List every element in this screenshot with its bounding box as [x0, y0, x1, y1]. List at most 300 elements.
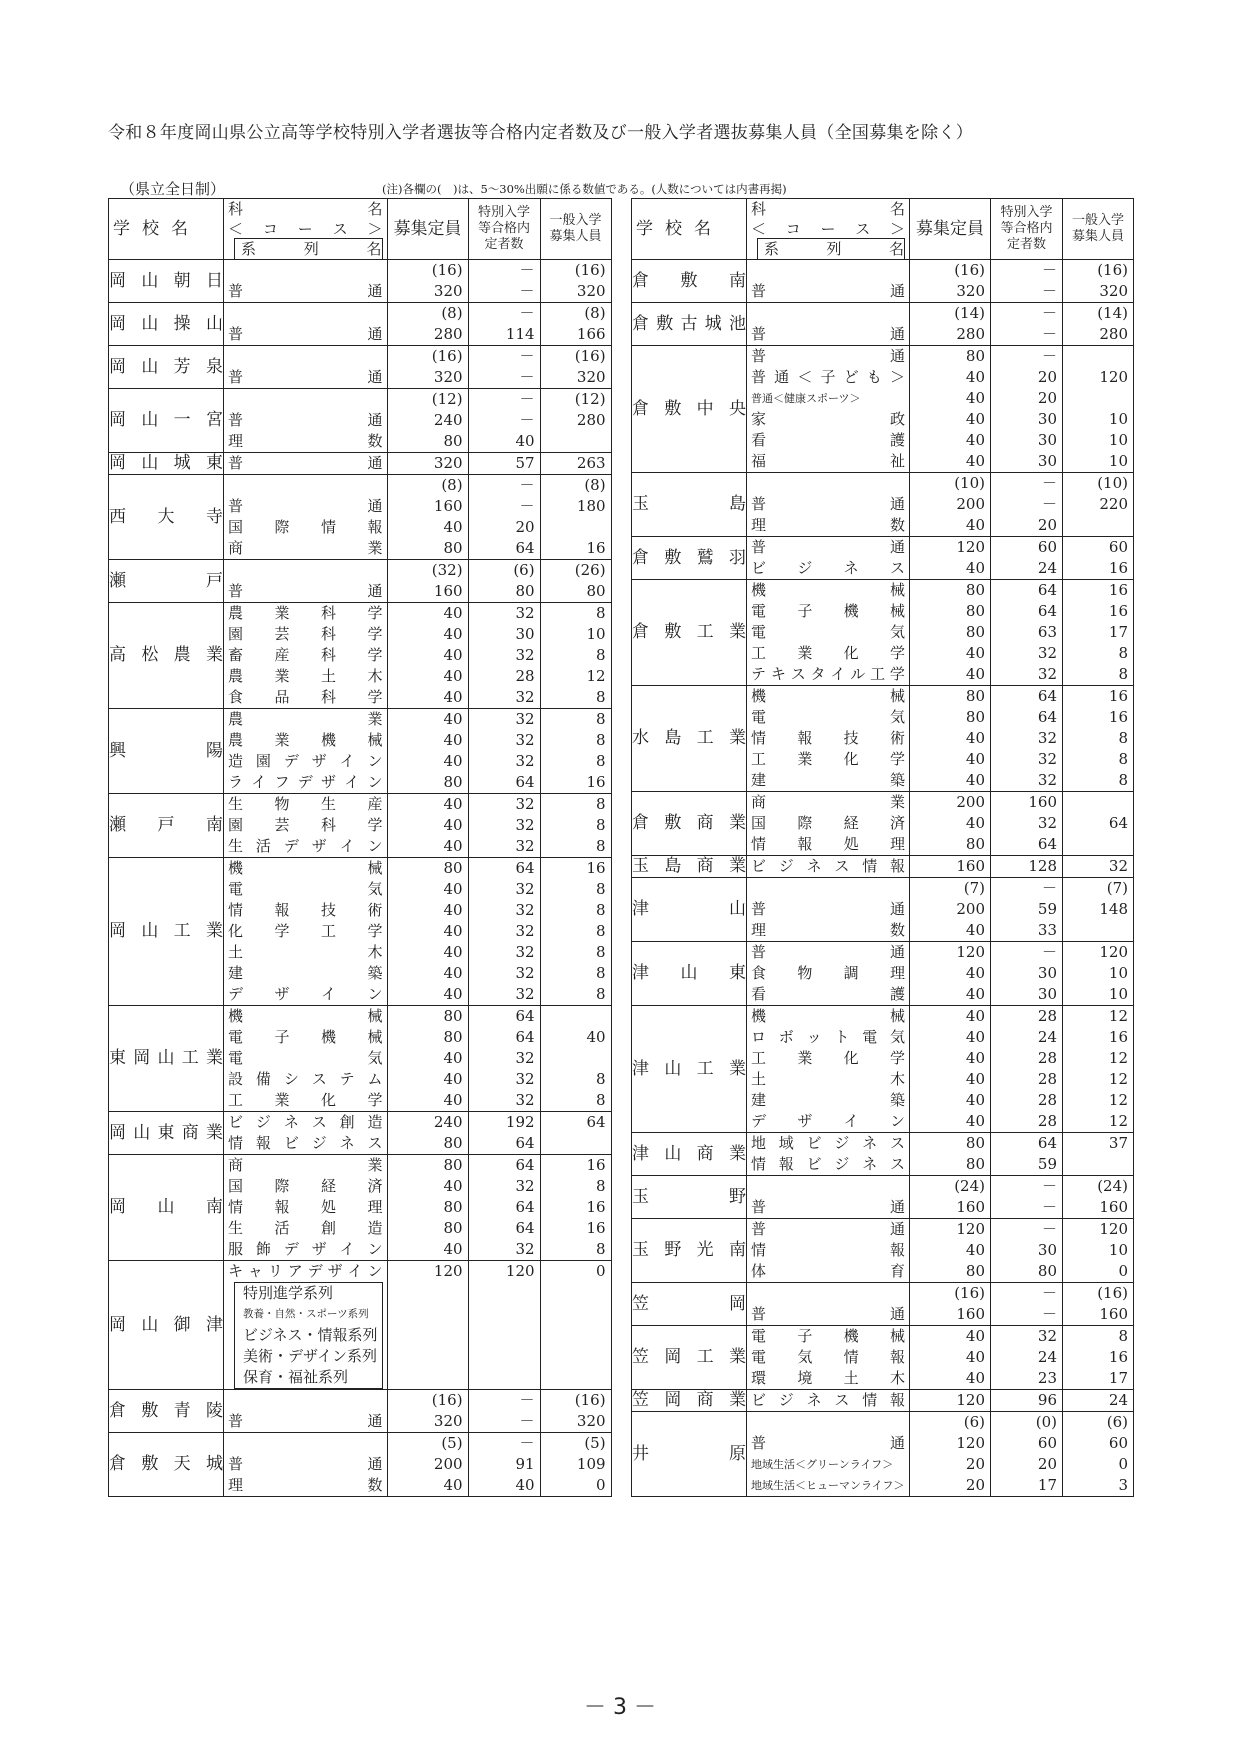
course-char: 通: [889, 282, 905, 300]
tokubetsu-value: 20: [1037, 516, 1057, 534]
course-char: ト: [834, 1028, 850, 1046]
course-char: 木: [889, 1369, 905, 1387]
general-value: 8: [1118, 729, 1128, 747]
course-char: 情: [843, 1348, 859, 1366]
course-char: 済: [367, 1177, 383, 1195]
course-char: 通: [889, 1220, 905, 1238]
course-char: 気: [889, 623, 905, 641]
header-char: 名: [366, 240, 382, 258]
tokubetsu-value: －: [1041, 1177, 1057, 1195]
course-label: [747, 1326, 909, 1347]
capacity-cell: [387, 346, 468, 389]
tokubetsu-value: －: [1041, 1284, 1057, 1302]
general-value: 8: [596, 604, 606, 622]
tokubetsu-value: 32: [515, 1070, 535, 1088]
general-value: (16): [574, 1391, 606, 1409]
school-row: [632, 1390, 1134, 1412]
course-char: 生: [321, 795, 337, 813]
course-cell: [224, 1433, 388, 1497]
tokubetsu-value: 30: [1037, 452, 1057, 470]
header-tokubetsu: [991, 199, 1063, 260]
course-char: ＜: [797, 368, 813, 386]
capacity-cell: [910, 1412, 991, 1497]
tokubetsu-value: 64: [1037, 687, 1057, 705]
course-cell: [747, 1133, 910, 1176]
footnote: (注)各欄の( )は、5～30%出願に係る数値である。(人数については内書再掲): [382, 182, 787, 196]
tokubetsu-value: 64: [515, 1007, 535, 1025]
course-cell: [224, 1390, 388, 1433]
school-name: 岡山朝日: [109, 260, 224, 303]
course-cell: [224, 560, 388, 603]
course-char: 報: [889, 1241, 905, 1259]
capacity-value: 80: [965, 1262, 985, 1280]
capacity-value: (16): [431, 347, 463, 365]
course-char: 普: [228, 368, 244, 386]
tokubetsu-value: －: [1041, 261, 1057, 279]
general-value: (6): [1106, 1413, 1128, 1431]
course-char: 普: [228, 497, 244, 515]
course-char: ム: [367, 1070, 383, 1088]
course-char: 情: [751, 1241, 767, 1259]
tokubetsu-cell: [991, 856, 1063, 878]
course-char: 数: [889, 921, 905, 939]
course-char: 普: [751, 282, 767, 300]
course-cell: [224, 709, 388, 794]
general-value: (24): [1097, 1177, 1128, 1195]
general-value: 64: [1108, 814, 1128, 832]
capacity-value: 120: [956, 1434, 985, 1452]
general-value: 8: [596, 795, 606, 813]
course-char: 情: [228, 901, 244, 919]
tokubetsu-cell: [991, 260, 1063, 303]
tokubetsu-value: 28: [515, 667, 535, 685]
school-name: 東岡山工業: [109, 1006, 224, 1112]
course-label: 地域生活＜ヒューマンライフ＞: [751, 1479, 905, 1492]
tokubetsu-value: －: [1041, 879, 1057, 897]
general-value: (5): [584, 1434, 606, 1452]
tokubetsu-value: 30: [515, 625, 535, 643]
tokubetsu-value: －: [519, 1412, 535, 1430]
tokubetsu-value: －: [1041, 325, 1057, 343]
general-value: [541, 517, 611, 538]
course-char: 木: [367, 943, 383, 961]
general-cell: [540, 560, 611, 603]
course-label: [747, 1069, 909, 1090]
course-char: 機: [843, 1327, 859, 1345]
capacity-value: 40: [443, 922, 463, 940]
course-label: [224, 984, 387, 1005]
keiretsu-box: [234, 1282, 383, 1389]
tokubetsu-cell: [991, 537, 1063, 580]
capacity-value: 40: [965, 1049, 985, 1067]
capacity-cell: [910, 1006, 991, 1133]
course-label: [224, 538, 387, 559]
school-name: 倉敷天城: [109, 1433, 224, 1497]
course-char: 学: [367, 922, 383, 940]
course-char: 電: [751, 1327, 767, 1345]
header-char: 系: [764, 240, 780, 258]
course-label: [747, 963, 909, 984]
tokubetsu-value: 32: [515, 901, 535, 919]
tokubetsu-value: 32: [515, 1177, 535, 1195]
course-char: 情: [862, 1391, 878, 1409]
tokubetsu-cell: [991, 1133, 1063, 1176]
tokubetsu-value: 32: [1037, 750, 1057, 768]
capacity-value: (24): [954, 1177, 985, 1195]
school-row: [632, 878, 1134, 942]
tokubetsu-value: 30: [1037, 964, 1057, 982]
course-char: イ: [321, 985, 337, 1003]
course-char: イ: [339, 837, 355, 855]
capacity-value: 160: [433, 497, 463, 515]
course-cell: [747, 686, 910, 792]
course-char: 造: [367, 1113, 383, 1131]
general-value: 120: [1099, 368, 1128, 386]
course-char: 電: [751, 602, 767, 620]
course-label: [224, 1475, 387, 1496]
course-label: [224, 431, 387, 452]
header-course-box: [224, 199, 387, 259]
keiretsu-label: 教養・自然・スポーツ系列: [243, 1308, 369, 1320]
course-char: ロ: [751, 1028, 767, 1046]
course-char: 電: [862, 1028, 878, 1046]
course-label: [747, 749, 909, 770]
course-char: 家: [751, 410, 767, 428]
course-char: 報: [797, 729, 813, 747]
header-course-mid: [751, 219, 905, 240]
capacity-cell: [910, 878, 991, 942]
general-cell: [1063, 1390, 1134, 1412]
general-value: 8: [596, 646, 606, 664]
course-char: 服: [228, 1240, 244, 1258]
course-char: ネ: [843, 559, 859, 577]
course-cell: [747, 473, 910, 537]
capacity-value: 40: [443, 837, 463, 855]
tokubetsu-value: 60: [1037, 538, 1057, 556]
course-char: 通: [367, 282, 383, 300]
course-cell: [224, 389, 388, 453]
course-cell: [747, 260, 910, 303]
course-char: ス: [790, 665, 806, 683]
tokubetsu-value: 32: [1037, 1327, 1057, 1345]
tokubetsu-value: 23: [1037, 1369, 1057, 1387]
course-char: 普: [228, 582, 244, 600]
header-char: 列: [303, 240, 319, 258]
tokubetsu-value: －: [1041, 1198, 1057, 1216]
course-char: 設: [228, 1070, 244, 1088]
tokubetsu-cell: [991, 686, 1063, 792]
school-row: [632, 537, 1134, 580]
course-label: [747, 1304, 909, 1325]
course-char: 情: [228, 1198, 244, 1216]
course-char: 機: [228, 1007, 244, 1025]
header-char: ー: [297, 220, 313, 238]
general-value: 16: [1108, 1028, 1128, 1046]
general-value: 8: [596, 964, 606, 982]
general-value: 64: [586, 1113, 606, 1131]
general-value: [1063, 515, 1133, 536]
course-label: [747, 920, 909, 941]
tokubetsu-value: 32: [1037, 814, 1057, 832]
tokubetsu-value: 32: [515, 646, 535, 664]
capacity-value: 40: [443, 625, 463, 643]
course-label: [224, 772, 387, 793]
capacity-value: 200: [956, 793, 985, 811]
course-char: 普: [228, 1412, 244, 1430]
school-name: 玉島: [632, 473, 747, 537]
course-label: [747, 1027, 909, 1048]
general-value: 280: [1099, 325, 1128, 343]
course-char: ザ: [797, 1112, 813, 1130]
general-value: 16: [1108, 559, 1128, 577]
course-label: [747, 1412, 909, 1433]
course-char: 学: [889, 644, 905, 662]
school-row: [109, 560, 612, 603]
general-value: [1063, 792, 1133, 813]
course-char: 普: [751, 347, 767, 365]
course-char: 電: [228, 1028, 244, 1046]
tokubetsu-cell: [991, 878, 1063, 942]
general-value: 8: [596, 731, 606, 749]
tokubetsu-value: 17: [1037, 1476, 1057, 1494]
course-char: 飾: [255, 1240, 271, 1258]
course-char: ザ: [327, 1262, 343, 1280]
school-name: 興陽: [109, 709, 224, 794]
course-char: 通: [889, 538, 905, 556]
school-name: 岡山東商業: [109, 1112, 224, 1155]
course-char: 通: [889, 943, 905, 961]
header-char: コ: [262, 220, 278, 238]
header-course: [224, 199, 388, 260]
capacity-value: 240: [433, 1113, 463, 1131]
course-char: 業: [274, 667, 290, 685]
course-char: 通: [889, 495, 905, 513]
course-char: 業: [367, 539, 383, 557]
course-cell: [747, 1283, 910, 1326]
course-label: [224, 879, 387, 900]
capacity-value: 240: [433, 411, 463, 429]
course-char: 生: [228, 795, 244, 813]
course-char: ス: [834, 857, 850, 875]
course-char: 気: [367, 880, 383, 898]
course-char: キ: [228, 1262, 244, 1280]
capacity-value: 40: [443, 901, 463, 919]
course-char: イ: [347, 1262, 363, 1280]
capacity-cell: [387, 794, 468, 858]
tokubetsu-value: －: [1041, 943, 1057, 961]
capacity-value: 80: [443, 432, 463, 450]
course-char: ス: [311, 1113, 327, 1131]
tokubetsu-value: 28: [1037, 1112, 1057, 1130]
general-value: 17: [1108, 623, 1128, 641]
tokubetsu-cell: [991, 1390, 1063, 1412]
general-value: (12): [574, 390, 606, 408]
header-char: ス: [332, 220, 348, 238]
course-char: 科: [321, 688, 337, 706]
course-char: 業: [797, 750, 813, 768]
school-row: [109, 346, 612, 389]
course-char: 理: [228, 1476, 244, 1494]
general-value: 166: [576, 325, 606, 343]
capacity-value: 40: [965, 1241, 985, 1259]
course-char: 通: [367, 325, 383, 343]
general-value: [541, 431, 611, 452]
course-label: [747, 856, 909, 877]
tokubetsu-value: 32: [515, 880, 535, 898]
capacity-value: 80: [443, 1028, 463, 1046]
general-value: 8: [596, 1091, 606, 1109]
page-number: － 3 －: [584, 1695, 656, 1720]
general-cell: [1063, 1006, 1134, 1133]
course-char: 工: [751, 750, 767, 768]
general-value: 10: [586, 625, 606, 643]
header-char: ＜: [751, 220, 767, 238]
tokubetsu-value: 32: [515, 943, 535, 961]
general-value: 10: [1108, 964, 1128, 982]
course-char: 物: [797, 964, 813, 982]
school-name: 笠岡工業: [632, 1326, 747, 1390]
course-label: [224, 1027, 387, 1048]
general-cell: [540, 1261, 611, 1390]
capacity-value: 120: [956, 943, 985, 961]
school-name: 水島工業: [632, 686, 747, 792]
capacity-value: 160: [956, 1198, 985, 1216]
tokubetsu-cell: [468, 303, 540, 346]
course-char: デ: [297, 773, 313, 791]
general-value: 12: [1108, 1112, 1128, 1130]
course-label: [224, 389, 387, 410]
school-name: 玉野: [632, 1176, 747, 1219]
course-char: 産: [367, 795, 383, 813]
course-char: ジ: [834, 1134, 850, 1152]
course-label: [224, 517, 387, 538]
course-char: 学: [367, 816, 383, 834]
course-char: デ: [228, 985, 244, 1003]
course-label: [747, 558, 909, 579]
course-char: デ: [307, 1262, 323, 1280]
course-char: 済: [889, 814, 905, 832]
course-char: ビ: [751, 857, 767, 875]
school-name: 岡山芳泉: [109, 346, 224, 389]
school-row: [632, 942, 1134, 1006]
capacity-value: 40: [965, 729, 985, 747]
tokubetsu-value: 32: [515, 1240, 535, 1258]
school-row: [632, 1176, 1134, 1219]
course-label: [747, 1347, 909, 1368]
general-value: 8: [596, 752, 606, 770]
course-char: 械: [367, 1007, 383, 1025]
tokubetsu-cell: [991, 580, 1063, 686]
school-row: [109, 1390, 612, 1433]
capacity-value: 40: [443, 964, 463, 982]
general-value: 320: [1099, 282, 1128, 300]
course-char: 普: [751, 325, 767, 343]
course-char: 食: [751, 964, 767, 982]
course-char: 建: [751, 771, 767, 789]
capacity-value: (10): [954, 474, 985, 492]
capacity-value: 80: [965, 1155, 985, 1173]
course-char: 械: [889, 602, 905, 620]
course-cell: [224, 1261, 388, 1390]
school-name: 笠岡商業: [632, 1390, 746, 1410]
tokubetsu-value: 192: [505, 1113, 535, 1131]
course-char: 通: [367, 368, 383, 386]
course-char: ジ: [778, 857, 794, 875]
course-char: 普: [228, 325, 244, 343]
course-char: ン: [367, 773, 383, 791]
course-char: 気: [889, 708, 905, 726]
course-char: 学: [274, 922, 290, 940]
general-value: 8: [596, 1240, 606, 1258]
course-char: 械: [367, 859, 383, 877]
section-subtitle: （県立全日制）: [120, 180, 226, 198]
general-value: 8: [1118, 1327, 1128, 1345]
course-char: 報: [889, 857, 905, 875]
school-row: [109, 389, 612, 453]
course-char: 看: [751, 985, 767, 1003]
course-char: 報: [778, 1155, 794, 1173]
general-value: 280: [576, 411, 606, 429]
tokubetsu-value: 20: [1037, 368, 1057, 386]
course-char: 業: [274, 1091, 290, 1109]
header-course-mid: [228, 219, 383, 240]
course-label: [224, 666, 387, 687]
course-char: 業: [797, 644, 813, 662]
tokubetsu-value: 64: [1037, 835, 1057, 853]
tokubetsu-cell: [468, 1155, 540, 1261]
tokubetsu-value: 64: [1037, 1134, 1057, 1152]
course-char: 化: [843, 1049, 859, 1067]
course-char: 機: [751, 687, 767, 705]
course-char: 備: [255, 1070, 271, 1088]
course-char: 木: [367, 667, 383, 685]
general-value: 8: [596, 816, 606, 834]
tokubetsu-value: －: [519, 497, 535, 515]
capacity-value: 120: [433, 1262, 463, 1280]
capacity-value: 80: [965, 835, 985, 853]
course-char: 械: [889, 1007, 905, 1025]
course-label: [747, 1176, 909, 1197]
capacity-value: 40: [443, 943, 463, 961]
capacity-value: 20: [965, 1455, 985, 1473]
course-char: フ: [274, 773, 290, 791]
tokubetsu-value: 60: [1037, 1434, 1057, 1452]
school-name: 瀬戸: [109, 560, 224, 603]
school-row: [109, 453, 612, 475]
course-char: 気: [367, 1049, 383, 1067]
course-char: イ: [251, 773, 267, 791]
general-value: 12: [1108, 1007, 1128, 1025]
general-cell: [1063, 1283, 1134, 1326]
capacity-value: 80: [965, 581, 985, 599]
general-value: 8: [1118, 665, 1128, 683]
course-char: ビ: [806, 1155, 822, 1173]
capacity-value: 40: [965, 985, 985, 1003]
general-value: 220: [1099, 495, 1128, 513]
tokubetsu-cell: [468, 1390, 540, 1433]
course-char: 経: [843, 814, 859, 832]
general-value: [1063, 920, 1133, 941]
course-char: 科: [321, 646, 337, 664]
course-label: [747, 1368, 909, 1389]
course-char: 芸: [274, 816, 290, 834]
general-cell: [540, 260, 611, 303]
general-value: (16): [1097, 1284, 1128, 1302]
course-char: ザ: [274, 985, 290, 1003]
course-char: デ: [751, 1112, 767, 1130]
general-cell: [1063, 792, 1134, 856]
course-char: 処: [843, 835, 859, 853]
